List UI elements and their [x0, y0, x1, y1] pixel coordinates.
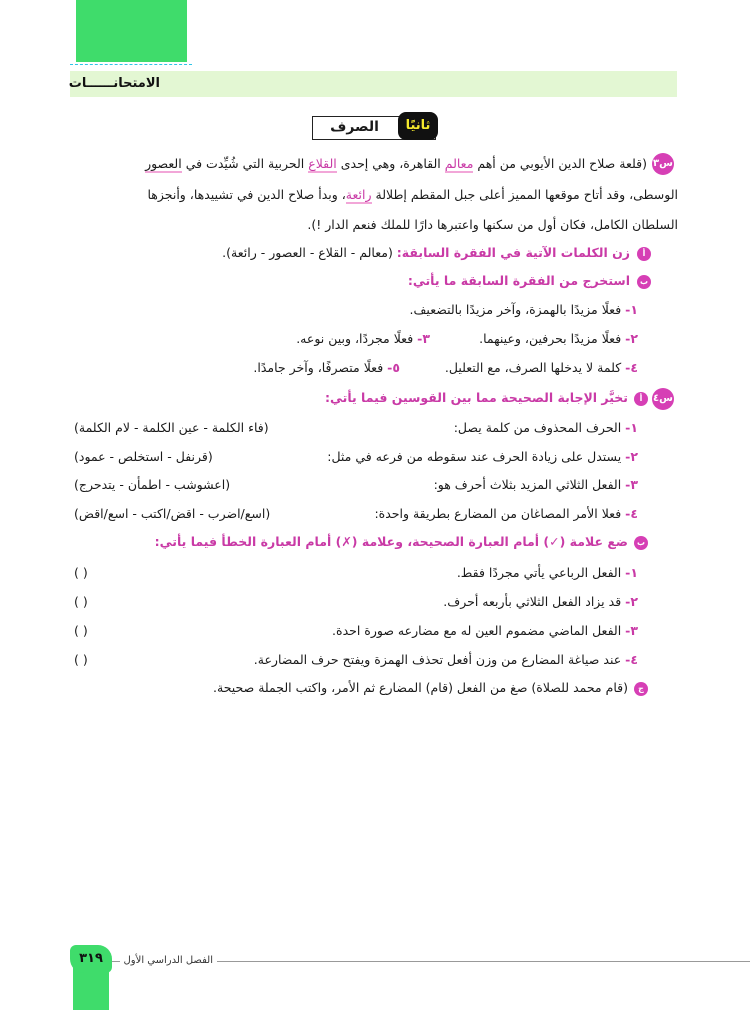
q3-paragraph-line-3: السلطان الكامل، فكان أول من سكنها واعتبرها دارًا للملك فنعم الدار !). — [307, 217, 678, 232]
q4b-item-3: ٣- الفعل الماضي مضموم العين له مع مضارعه صورة احدة. — [332, 623, 638, 638]
section-badge: ثانيًا — [398, 112, 438, 140]
q3b-item-4: ٤- كلمة لا يدخلها الصرف، مع التعليل. — [444, 360, 638, 375]
header-band — [70, 71, 677, 97]
q4b-item-1-answer-blank[interactable]: ( ) — [74, 565, 88, 580]
q3-paragraph-line-2: الوسطى، وقد أتاح موقعها المميز أعلى جبل المقطم إطلالة رائعة، وبدأ صلاح الدين في تشييدها، وأنجزها — [147, 187, 678, 202]
q3b-item-5: ٥- فعلًا متصرفًا، وآخر جامدًا. — [253, 360, 400, 375]
footer-label: الفصل الدراسي الأول — [120, 955, 217, 966]
highlight-word-maalim: معالم — [444, 156, 474, 171]
q4c-marker: ج — [634, 682, 648, 696]
page-number: ٣١٩ — [70, 945, 112, 973]
q4b-item-1: ١- الفعل الرباعي يأتي مجردًا فقط. — [456, 565, 638, 580]
q4a-item-1-question: ١- الحرف المحذوف من كلمة يصل: — [453, 420, 638, 435]
q4b-item-4: ٤- عند صياغة المضارع من وزن أفعل تحذف الهمزة ويفتح حرف المضارعة. — [253, 652, 638, 667]
q3b-item-3: ٣- فعلًا مجردًا، وبين نوعه. — [296, 331, 430, 346]
q4a-item-3-question: ٣- الفعل الثلاثي المزيد بثلاث أحرف هو: — [433, 477, 638, 492]
q4a-item-2-choices: (قرنفل - استخلص - عمود) — [74, 449, 213, 464]
q4b-marker: ب — [634, 536, 648, 550]
q3a-instruction: زن الكلمات الآتية في الفقرة السابقة: (معالم - القلاع - العصور - رائعة). — [222, 245, 630, 260]
q4a-item-4-choices: (اسع/اضرب - اقض/اكتب - اسع/اقض) — [74, 506, 271, 521]
highlight-word-raiaa: رائعة — [345, 187, 372, 202]
q4a-item-2-question: ٢- يستدل على زيادة الحرف عند سقوطه من فرعه في مثل: — [327, 449, 638, 464]
q3a-marker: أ — [637, 247, 651, 261]
header-title: الامتحانــــــات — [68, 76, 160, 91]
top-dashed-divider — [70, 64, 192, 65]
q4a-instruction: تخيَّر الإجابة الصحيحة مما بين القوسين فيما يأتي: — [324, 390, 628, 405]
q3b-instruction: استخرج من الفقرة السابقة ما يأتي: — [407, 273, 630, 288]
question-3-badge: س٣ — [652, 153, 674, 175]
q3b-marker: ب — [637, 275, 651, 289]
q4a-item-4-question: ٤- فعلا الأمر المصاغان من المضارع بطريقة واحدة: — [374, 506, 638, 521]
q3b-item-2: ٢- فعلًا مزيدًا بحرفين، وعينهما. — [479, 331, 638, 346]
q4b-item-4-answer-blank[interactable]: ( ) — [74, 652, 88, 667]
q4b-item-2-answer-blank[interactable]: ( ) — [74, 594, 88, 609]
q4a-marker: أ — [634, 392, 648, 406]
q4a-item-3-choices: (اعشوشب - اطمأن - يتدحرج) — [74, 477, 231, 492]
q4b-item-3-answer-blank[interactable]: ( ) — [74, 623, 88, 638]
q4a-item-1-choices: (فاء الكلمة - عين الكلمة - لام الكلمة) — [74, 420, 269, 435]
q4b-instruction: ضع علامة (✓) أمام العبارة الصحيحة، وعلامة (✗) أمام العبارة الخطأ فيما يأتي: — [154, 534, 628, 549]
highlight-word-qilaa: القلاع — [308, 156, 337, 171]
q4b-item-2: ٢- قد يزاد الفعل الثلاثي بأربعه أحرف. — [443, 594, 638, 609]
section-title: الصرف — [330, 119, 379, 135]
q4c-instruction: (قام محمد للصلاة) صغ من الفعل (قام) المضارع ثم الأمر، واكتب الجملة صحيحة. — [213, 680, 628, 695]
highlight-word-usur: العصور — [145, 156, 182, 171]
q3-paragraph-line-1: (قلعة صلاح الدين الأيوبي من أهم معالم القاهرة، وهي إحدى القلاع الحربية التي شُيِّدت في العصور — [145, 156, 647, 171]
question-4-badge: س٤ — [652, 388, 674, 410]
top-color-tab — [76, 0, 187, 62]
q3b-item-1: ١- فعلًا مزيدًا بالهمزة، وآخر مزيدًا بالتضعيف. — [409, 302, 638, 317]
